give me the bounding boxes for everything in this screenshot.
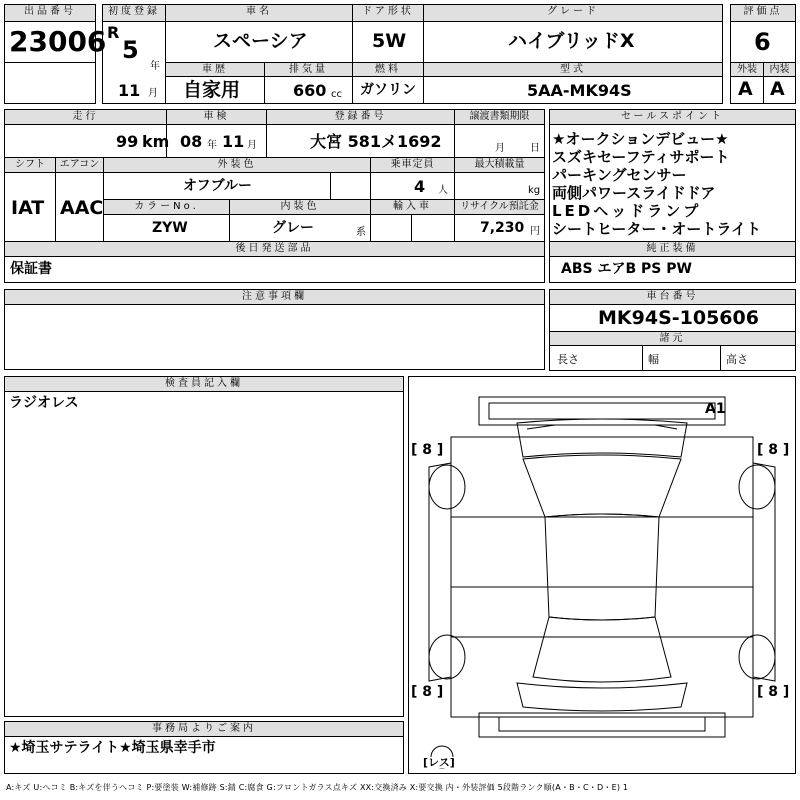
sales-points-header: セールスポイント <box>549 109 796 125</box>
later-parts-box <box>4 256 545 283</box>
exterior-grade-header: 外装 <box>730 62 764 77</box>
door-type-header: ドア形状 <box>352 4 424 22</box>
inspector-header: 検査員記入欄 <box>4 376 404 392</box>
first-registration-header: 初度登録 <box>102 4 166 22</box>
car-name-header: 車名 <box>165 4 353 22</box>
length-label: 長さ <box>557 353 579 366</box>
lot-number: 23006 <box>9 25 107 58</box>
tire-front-left: [ 8 ] <box>411 442 444 458</box>
score: 6 <box>754 28 771 56</box>
month-unit: 月 <box>148 88 158 99</box>
height-label: 高さ <box>726 353 748 366</box>
shift: IAT <box>11 197 45 219</box>
inspection-month: 11 <box>222 132 245 151</box>
tire-rear-right: [ 8 ] <box>757 684 790 700</box>
import-box <box>370 214 412 242</box>
door-type: 5W <box>372 30 407 52</box>
sales-point-2: スズキセーフティサポート <box>552 148 730 166</box>
era: R <box>107 23 120 42</box>
exterior-color: オフブルー <box>183 178 253 194</box>
sales-point-5: LEDヘッドランプ <box>552 202 702 220</box>
inspector-note: ラジオレス <box>9 395 79 411</box>
damage-mark-a1: A1 <box>705 401 726 417</box>
displacement-unit: cc <box>331 89 342 100</box>
interior-color-unit: 系 <box>356 227 366 238</box>
sales-point-1: ★オークションデビュー★ <box>552 130 729 148</box>
recycle-unit: 円 <box>530 226 540 237</box>
damage-diagram <box>408 376 796 774</box>
lot-number-header: 出品番号 <box>4 4 96 22</box>
ac: AAC <box>60 197 104 219</box>
inspection-header: 車検 <box>166 109 267 125</box>
displacement: 660 <box>293 81 327 100</box>
displacement-header: 排気量 <box>264 62 353 77</box>
score-header: 評価点 <box>730 4 796 22</box>
mileage: 99 <box>116 132 139 151</box>
color-number: ZYW <box>152 220 188 236</box>
registration-year: 5 <box>122 36 139 64</box>
exterior-grade: A <box>738 78 753 100</box>
grade-header: グレード <box>423 4 723 22</box>
later-parts-header: 後日発送部品 <box>4 241 545 257</box>
inspection-year: 08 <box>180 132 203 151</box>
inspector-box <box>4 391 404 717</box>
payload-unit: kg <box>528 185 541 196</box>
caution-box <box>4 304 545 370</box>
sales-point-6: シートヒーター・オートライト <box>552 220 761 238</box>
mileage-unit: km <box>142 132 170 151</box>
chassis-header: 車台番号 <box>549 289 796 305</box>
fuel-header: 燃料 <box>352 62 424 77</box>
inspection-month-unit: 月 <box>247 140 257 151</box>
caution-header: 注意事項欄 <box>4 289 545 305</box>
color-number-header: カラーNo. <box>103 199 230 215</box>
registration-month: 11 <box>118 81 141 100</box>
transfer-deadline-header: 譲渡書類期限 <box>454 109 545 125</box>
interior-grade: A <box>770 78 785 100</box>
office-header: 事務局よりご案内 <box>4 721 404 737</box>
later-parts: 保証書 <box>10 261 52 277</box>
history: 自家用 <box>183 79 241 101</box>
fuel: ガソリン <box>360 82 416 98</box>
tire-front-right: [ 8 ] <box>757 442 790 458</box>
model-code: 5AA-MK94S <box>527 81 632 100</box>
registration-number: 大宮 581メ1692 <box>310 132 442 151</box>
interior-color: グレー <box>272 220 314 236</box>
year-unit: 年 <box>150 61 160 72</box>
inspection-year-unit: 年 <box>207 140 217 151</box>
capacity-header: 乗車定員 <box>370 157 455 173</box>
recycle-fee: 7,230 <box>480 220 525 236</box>
transfer-month-unit: 月 <box>495 143 505 154</box>
capacity-unit: 人 <box>438 185 448 196</box>
import-sub-box <box>411 214 455 242</box>
exterior-color-sub-box <box>330 172 371 200</box>
tire-rear-left: [ 8 ] <box>411 684 444 700</box>
transfer-day-unit: 日 <box>530 143 540 154</box>
payload-header: 最大積載量 <box>454 157 545 173</box>
shift-header: シフト <box>4 157 56 173</box>
interior-grade-header: 内装 <box>763 62 796 77</box>
car-outline <box>409 377 795 773</box>
equipment-header: 純正装備 <box>549 241 796 257</box>
equipment: ABS エアB PS PW <box>561 261 692 277</box>
mileage-header: 走行 <box>4 109 167 125</box>
spare-tire: [レス] <box>423 756 455 769</box>
recycle-header: リサイクル預託金 <box>454 199 545 215</box>
history-header: 車歴 <box>165 62 265 77</box>
width-label: 幅 <box>648 353 659 366</box>
model-header: 型式 <box>423 62 723 77</box>
legend-footer: A:キズ U:ヘコミ B:キズを伴うヘコミ P:要塗装 W:補修跡 S:錆 C:腐食 G:フロントガラス点キズ XX:交換済み X:要交換 内・外装評価 5段階ランク順(A・B・C・D・E) 1 <box>6 783 629 792</box>
chassis-number: MK94S-105606 <box>598 307 759 329</box>
office-note: ★埼玉サテライト★埼玉県幸手市 <box>9 740 216 756</box>
import-header: 輸入車 <box>370 199 455 215</box>
capacity: 4 <box>414 177 426 196</box>
exterior-color-header: 外装色 <box>103 157 371 173</box>
registration-number-header: 登録番号 <box>266 109 455 125</box>
ac-header: エアコン <box>55 157 104 173</box>
dimensions-header: 諸元 <box>549 331 796 346</box>
sales-point-3: パーキングセンサー <box>552 166 687 184</box>
car-name: スペーシア <box>213 30 308 52</box>
lot-number-lower-box <box>4 62 96 104</box>
sales-point-4: 両側パワースライドドア <box>552 184 716 202</box>
interior-color-header: 内装色 <box>229 199 371 215</box>
grade: ハイブリッドX <box>508 30 635 52</box>
